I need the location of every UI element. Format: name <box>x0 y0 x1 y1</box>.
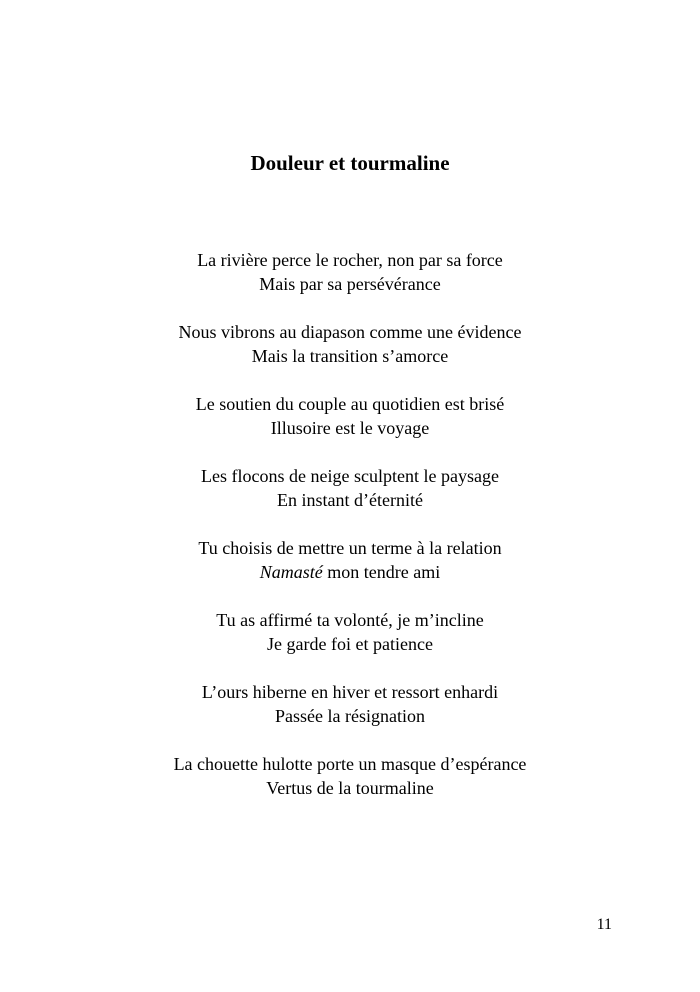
stanza-2 <box>0 320 700 368</box>
stanza-6 <box>0 608 700 656</box>
poem-line: La chouette hulotte porte un masque d’espérance <box>173 754 527 774</box>
stanza-7 <box>0 680 700 728</box>
poem-line: Passée la résignation <box>275 706 425 726</box>
stanza-8 <box>0 752 700 800</box>
poem-line: La rivière perce le rocher, non par sa force <box>197 250 503 270</box>
poem-line: Je garde foi et patience <box>267 634 433 654</box>
poem-line: Le soutien du couple au quotidien est brisé <box>195 394 505 414</box>
poem-line: En instant d’éternité <box>277 490 423 510</box>
stanza-4 <box>0 464 700 512</box>
poem-line: Nous vibrons au diapason comme une évidence <box>178 322 522 342</box>
poem-line: Illusoire est le voyage <box>270 418 430 438</box>
poem-line: Vertus de la tourmaline <box>266 778 434 798</box>
poem-line-rest: mon tendre ami <box>322 562 441 582</box>
poem-line: L’ours hiberne en hiver et ressort enhardi <box>201 682 499 702</box>
poem-line: Les flocons de neige sculptent le paysage <box>201 466 499 486</box>
page-number: 11 <box>596 916 612 933</box>
poem-line: Tu as affirmé ta volonté, je m’incline <box>216 610 484 630</box>
stanza-3 <box>0 392 700 440</box>
italic-word: Namasté <box>259 562 323 582</box>
poem-line: Tu choisis de mettre un terme à la relation <box>198 538 502 558</box>
poem-title: Douleur et tourmaline <box>250 151 450 175</box>
stanza-1 <box>0 248 700 296</box>
poem-line-mixed <box>0 560 700 584</box>
poem-line: Mais par sa persévérance <box>259 274 441 294</box>
poem-body <box>0 248 700 824</box>
poem-line: Mais la transition s’amorce <box>251 346 449 366</box>
stanza-5 <box>0 536 700 584</box>
